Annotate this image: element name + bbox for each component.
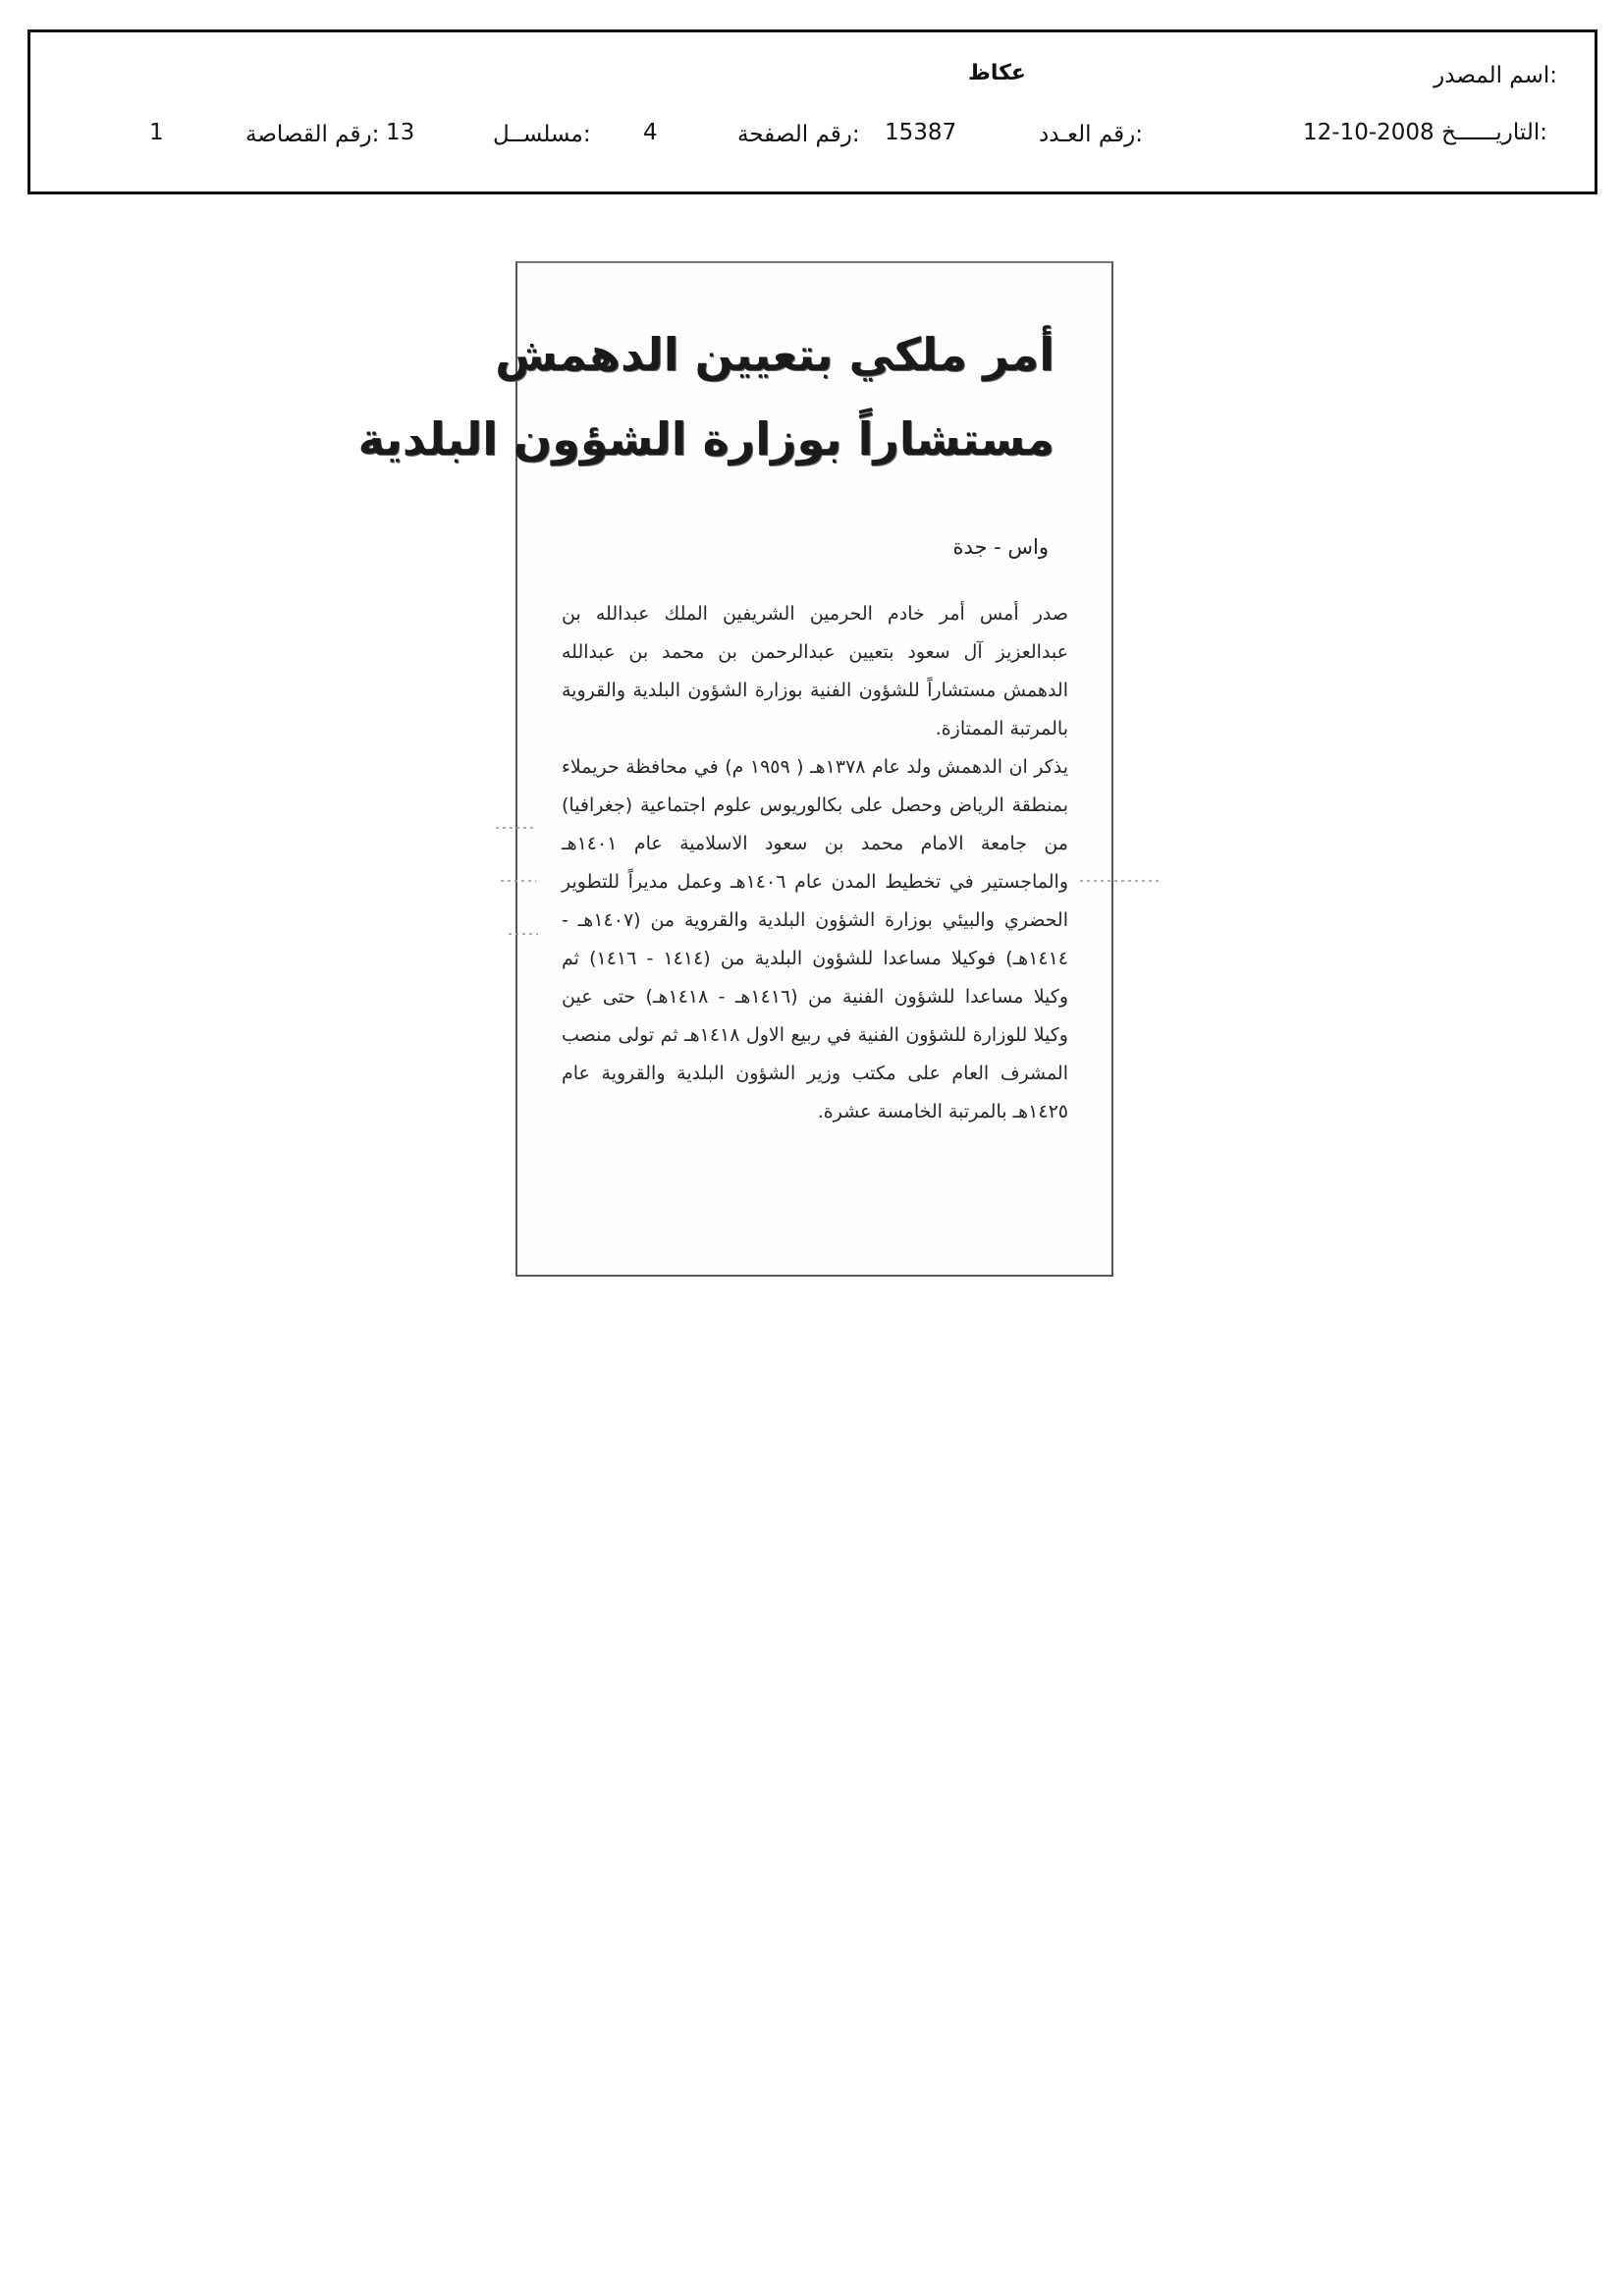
page-label: رقم الصفحة: <box>737 122 860 147</box>
issue-label: رقم العـدد: <box>1039 122 1144 147</box>
source-label: اسم المصدر: <box>1434 63 1557 88</box>
article-paragraph: يذكر ان الدهمش ولد عام ١٣٧٨هـ ( ١٩٥٩ م) في محافظة حريملاء بمنطقة الرياض وحصل على بكالوريوس علوم اجتماعية (جغرافيا) من جامعة الامام محمد بن سعود الاسلامية عام ١٤٠١هـ والماجستير في تخطيط المدن عام ١٤٠٦هـ وعمل مديراً للتطوير الحضري والبيئي بوزارة الشؤون البلدية والقروية من (١٤٠٧هـ - ١٤١٤هـ) فوكيلا مساعدا للشؤون البلدية من (١٤١٤ - ١٤١٦) ثم وكيلا مساعدا للشؤون الفنية من (١٤١٦هـ - ١٤١٨هـ) حتى عين وكيلا للوزارة للشؤون الفنية في ربيع الاول ١٤١٨هـ ثم تولى منصب المشرف العام على مكتب وزير الشؤون البلدية والقروية عام ١٤٢٥هـ بالمرتبة الخامسة عشرة. <box>562 756 1069 1122</box>
scan-artifact <box>496 827 535 829</box>
date-label: التاريــــــخ: <box>1441 120 1547 145</box>
source-value: عكاظ <box>968 61 1026 85</box>
page-value: 4 <box>643 120 658 145</box>
serial-label: مسلســل: <box>493 122 591 147</box>
clipping-info-box <box>27 29 1597 194</box>
article-paragraph: صدر أمس أمر خادم الحرمين الشريفين الملك عبدالله بن عبدالعزيز آل سعود بتعيين عبدالرحمن بن محمد بن عبدالله الدهمش مستشاراً للشؤون الفنية بوزارة الشؤون البلدية والقروية بالمرتبة الممتازة. <box>562 603 1068 739</box>
article-body <box>562 595 1068 1131</box>
scan-artifact <box>501 880 536 882</box>
article-title-line1: أمر ملكي بتعيين الدهمش <box>495 328 1055 381</box>
article-title-line2: مستشاراً بوزارة الشؤون البلدية <box>357 412 1055 465</box>
issue-value: 15387 <box>885 120 957 145</box>
scan-artifact <box>1080 880 1159 882</box>
newspaper-clipping <box>357 261 1113 1277</box>
date-value: 12-10-2008 <box>1303 120 1434 145</box>
clip-number-value: 1 <box>149 120 164 145</box>
clip-number-label: رقم القصاصة: <box>245 122 380 147</box>
article-dateline: واس - جدة <box>952 535 1049 559</box>
scan-artifact <box>509 933 538 935</box>
serial-value: 13 <box>386 120 415 145</box>
